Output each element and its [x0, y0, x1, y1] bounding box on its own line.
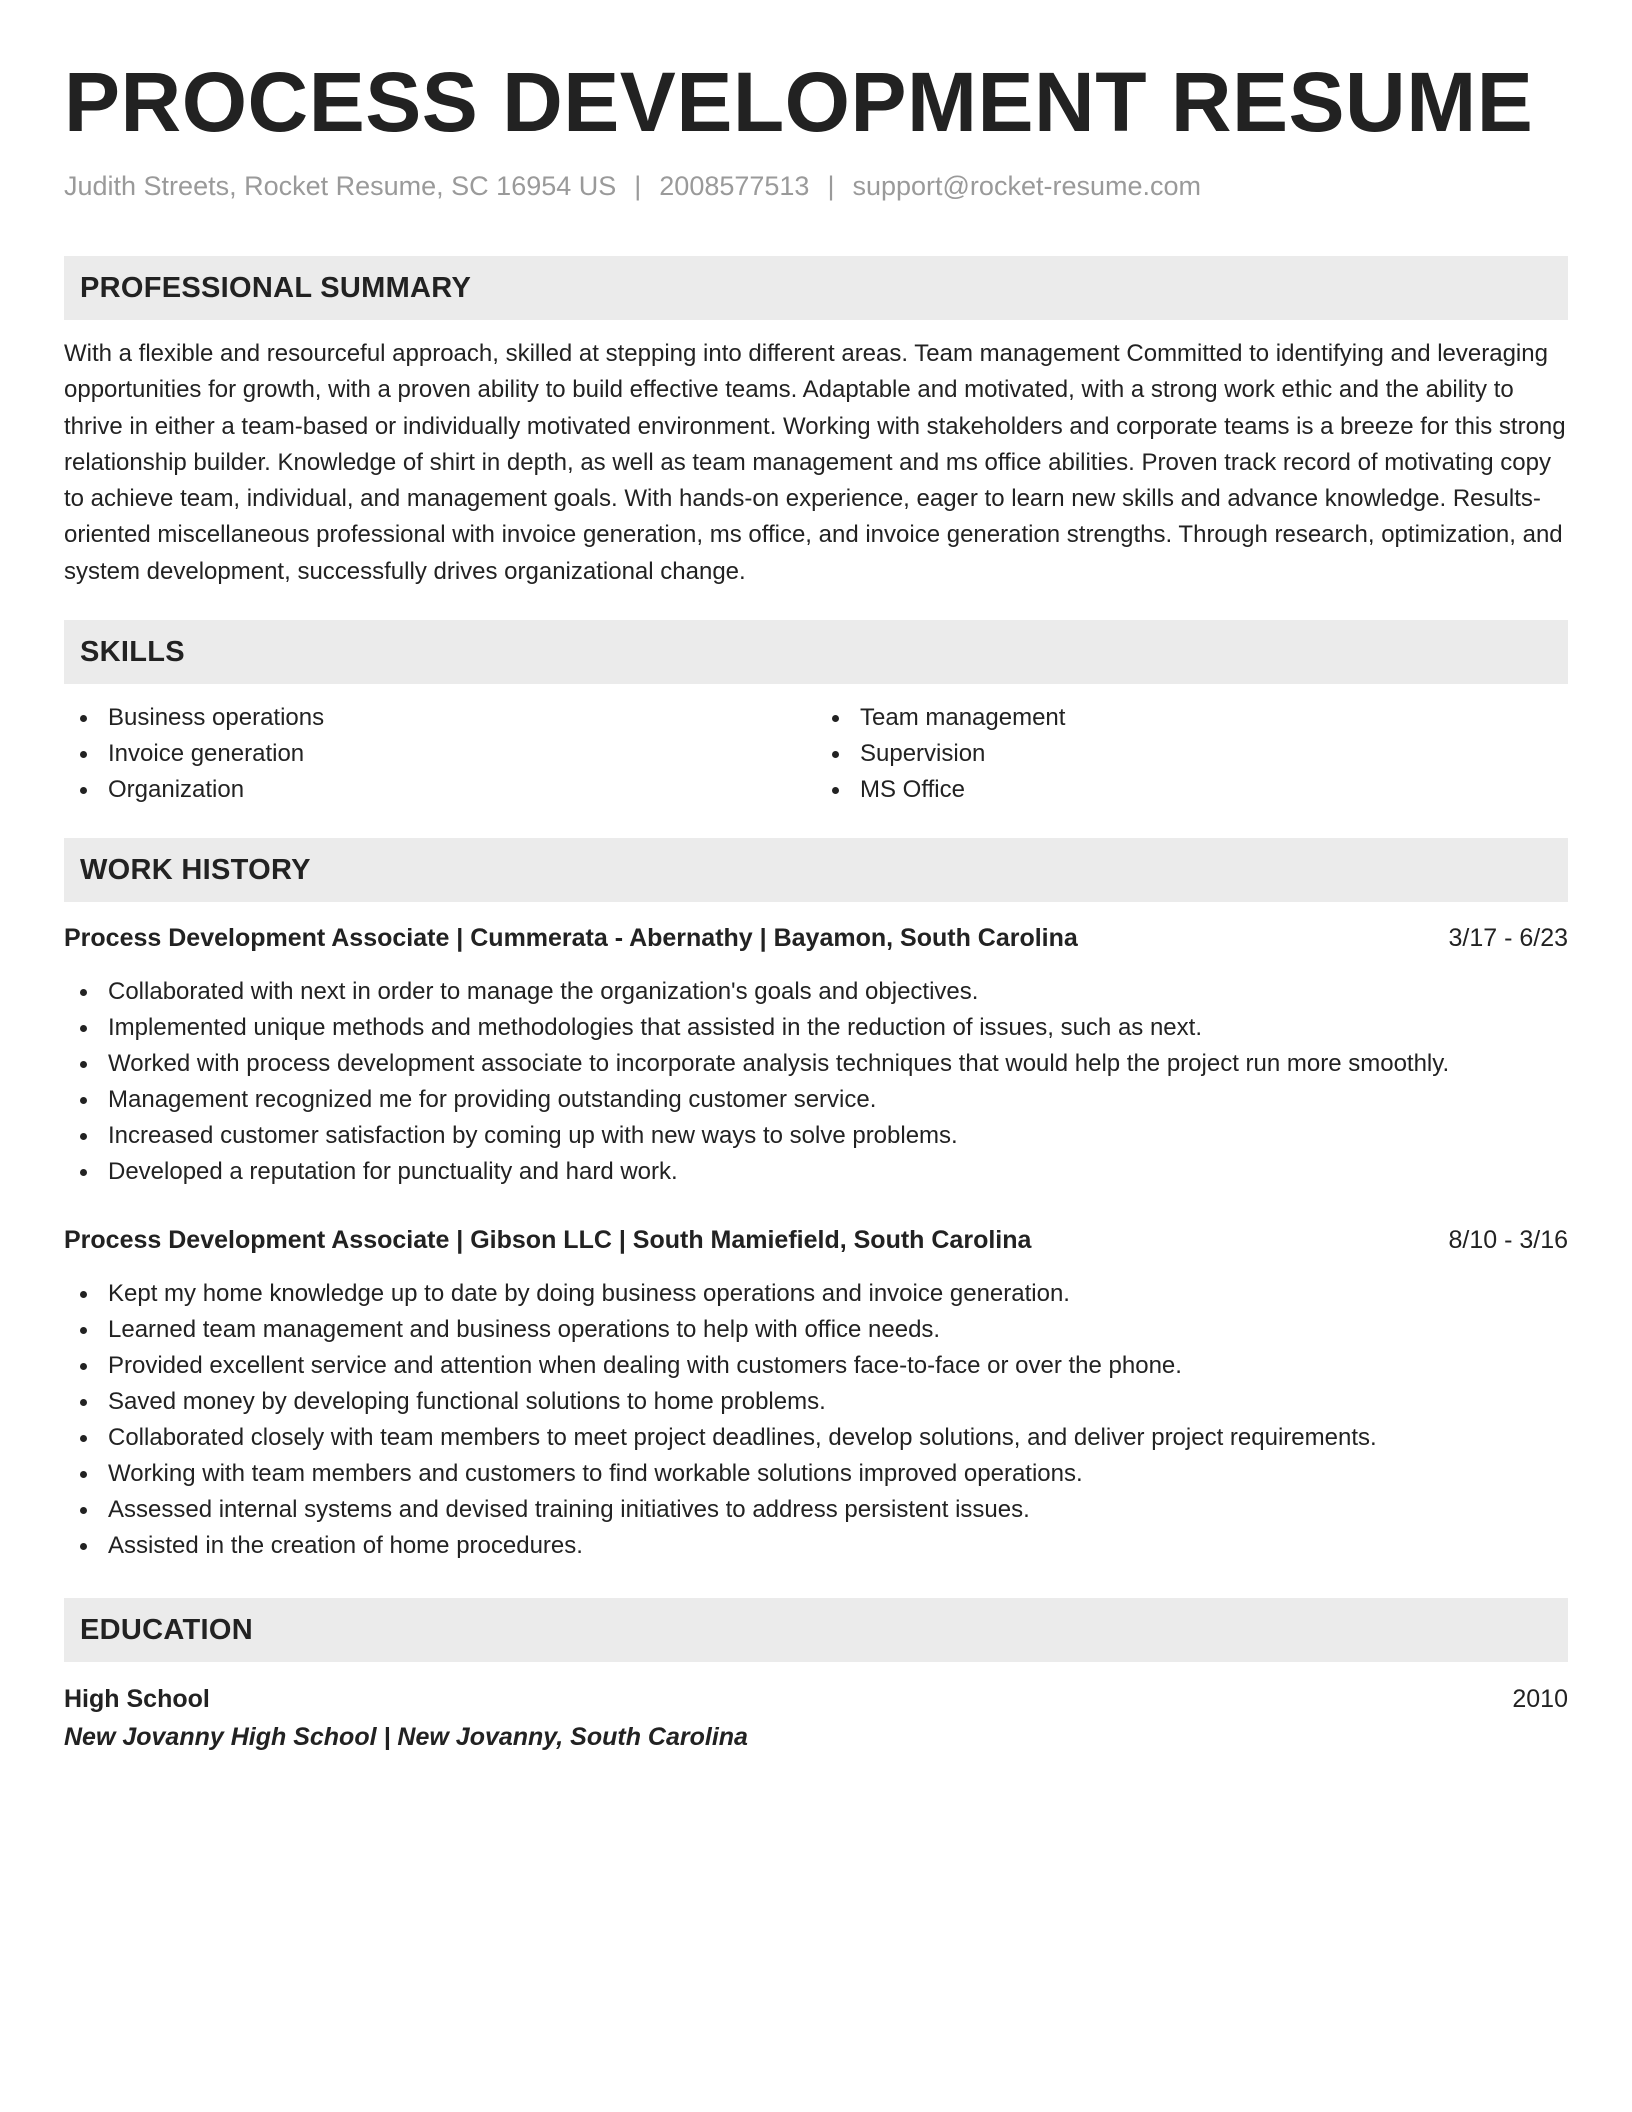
resume-title: PROCESS DEVELOPMENT RESUME — [64, 55, 1534, 149]
job-bullet: Implemented unique methods and methodologies that assisted in the reduction of issues, such as next. — [64, 1010, 1568, 1046]
contact-separator: | — [634, 171, 642, 201]
job-bullet: Collaborated with next in order to manage the organization's goals and objectives. — [64, 974, 1568, 1010]
contact-email: support@rocket-resume.com — [852, 171, 1201, 201]
skill-item: Invoice generation — [64, 736, 816, 772]
contact-separator: | — [827, 171, 835, 201]
skill-item: MS Office — [816, 772, 1568, 808]
contact-address: Judith Streets, Rocket Resume, SC 16954 US — [64, 171, 617, 201]
job-bullet: Working with team members and customers to find workable solutions improved operations. — [64, 1456, 1568, 1492]
job-bullet: Assisted in the creation of home procedures. — [64, 1528, 1568, 1564]
job-heading-line — [64, 920, 1568, 956]
section-header-summary: PROFESSIONAL SUMMARY — [64, 256, 1568, 320]
section-header-education: EDUCATION — [64, 1598, 1568, 1662]
job-title: Process Development Associate | Cummerata - Abernathy | Bayamon, South Carolina — [64, 924, 1078, 953]
education-heading-line — [64, 1680, 1568, 1718]
job-bullet: Learned team management and business operations to help with office needs. — [64, 1312, 1568, 1348]
contact-line — [64, 168, 1568, 204]
skill-item: Team management — [816, 700, 1568, 736]
education-school: New Jovanny High School | New Jovanny, South Carolina — [64, 1723, 748, 1752]
job-bullets — [64, 974, 1568, 1190]
job-entry — [64, 920, 1568, 1190]
contact-phone: 2008577513 — [659, 171, 810, 201]
job-bullet: Developed a reputation for punctuality and hard work. — [64, 1154, 1568, 1190]
education-entry — [64, 1680, 1568, 1756]
job-heading-line — [64, 1222, 1568, 1258]
job-bullet: Worked with process development associate to incorporate analysis techniques that would help the project run more smoothly. — [64, 1046, 1568, 1082]
skill-item: Business operations — [64, 700, 816, 736]
job-bullet: Increased customer satisfaction by coming up with new ways to solve problems. — [64, 1118, 1568, 1154]
job-entry — [64, 1222, 1568, 1564]
job-bullet: Collaborated closely with team members to meet project deadlines, develop solutions, and deliver project requirements. — [64, 1420, 1568, 1456]
section-header-skills: SKILLS — [64, 620, 1568, 684]
section-header-work-history: WORK HISTORY — [64, 838, 1568, 902]
skill-item: Organization — [64, 772, 816, 808]
skills-column-right — [816, 700, 1568, 808]
job-bullet: Saved money by developing functional solutions to home problems. — [64, 1384, 1568, 1420]
skill-item: Supervision — [816, 736, 1568, 772]
education-degree: High School — [64, 1685, 210, 1714]
skills-grid — [64, 700, 1568, 808]
job-dates: 3/17 - 6/23 — [1448, 924, 1568, 953]
education-year: 2010 — [1512, 1685, 1568, 1714]
skills-column-left — [64, 700, 816, 808]
job-bullet: Kept my home knowledge up to date by doing business operations and invoice generation. — [64, 1276, 1568, 1312]
job-bullets — [64, 1276, 1568, 1564]
job-dates: 8/10 - 3/16 — [1448, 1226, 1568, 1255]
job-title: Process Development Associate | Gibson LLC | South Mamiefield, South Carolina — [64, 1226, 1032, 1255]
job-bullet: Assessed internal systems and devised training initiatives to address persistent issues. — [64, 1492, 1568, 1528]
job-bullet: Management recognized me for providing outstanding customer service. — [64, 1082, 1568, 1118]
summary-text: With a flexible and resourceful approach, skilled at stepping into different areas. Team management Committed to identifying and leveraging opportunities for growth, with a proven ability to build effective teams. Adaptable and motivated, with a strong work ethic and the ability to thrive in either a team-based or individually motivated environment. Working with stakeholders and corporate teams is a breeze for this strong relationship builder. Knowledge of shirt in depth, as well as team management and ms office abilities. Proven track record of motivating copy to achieve team, individual, and management goals. With hands-on experience, eager to learn new skills and advance knowledge. Results-oriented miscellaneous professional with invoice generation, ms office, and invoice generation strengths. Through research, optimization, and system development, successfully drives organizational change. — [64, 340, 1566, 585]
job-bullet: Provided excellent service and attention when dealing with customers face-to-face or over the phone. — [64, 1348, 1568, 1384]
